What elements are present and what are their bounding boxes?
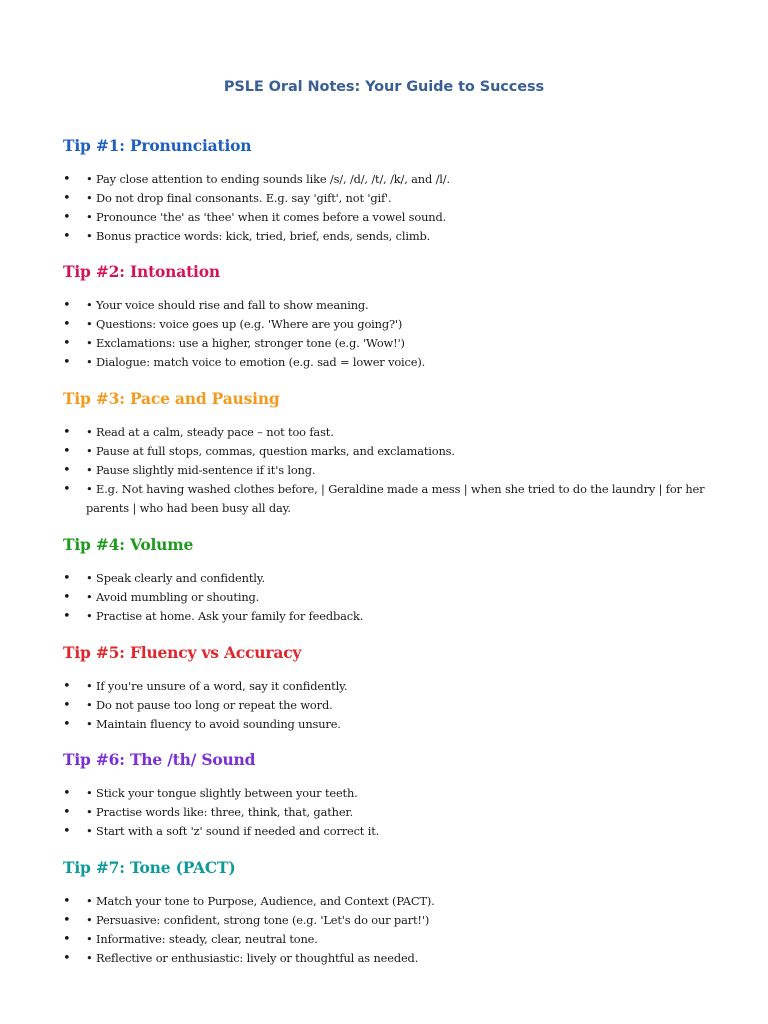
document-title: PSLE Oral Notes: Your Guide to Success — [223, 79, 545, 95]
tip-list — [63, 784, 713, 841]
list-item-text: • Pronounce 'the' as 'thee' when it comes before a vowel sound. — [86, 210, 447, 224]
list-item-text: • Match your tone to Purpose, Audience, and Context (PACT). — [86, 894, 435, 908]
list-item — [63, 949, 713, 968]
bullet-icon: • — [63, 894, 71, 909]
list-item-text: • Do not pause too long or repeat the word. — [86, 698, 333, 712]
list-item — [63, 208, 713, 227]
tip-7-tone-pact — [63, 857, 713, 968]
list-item — [63, 930, 713, 949]
list-item-text: • Speak clearly and confidently. — [86, 571, 265, 585]
bullet-icon: • — [63, 717, 71, 732]
list-item — [63, 189, 713, 208]
list-item — [63, 353, 713, 372]
tip-heading: Tip #1: Pronunciation — [63, 136, 252, 155]
tip-list — [63, 170, 713, 246]
list-item-text: • E.g. Not having washed clothes before, | Geraldine made a mess | when she tried to do the laundry | for her parents | who had been busy all day. — [86, 482, 705, 515]
list-item-text: • Informative: steady, clear, neutral tone. — [86, 932, 318, 946]
list-item-text: • Reflective or enthusiastic: lively or thoughtful as needed. — [86, 951, 419, 965]
list-item — [63, 480, 713, 518]
bullet-icon: • — [63, 229, 71, 244]
list-item — [63, 607, 713, 626]
bullet-icon: • — [63, 679, 71, 694]
list-item — [63, 423, 713, 442]
bullet-icon: • — [63, 463, 71, 478]
bullet-icon: • — [63, 210, 71, 225]
list-item — [63, 822, 713, 841]
bullet-icon: • — [63, 913, 71, 928]
list-item-text: • Avoid mumbling or shouting. — [86, 590, 260, 604]
tip-heading: Tip #7: Tone (PACT) — [63, 858, 236, 877]
list-item-text: • Your voice should rise and fall to show meaning. — [86, 298, 369, 312]
bullet-icon: • — [63, 336, 71, 351]
bullet-icon: • — [63, 317, 71, 332]
list-item — [63, 892, 713, 911]
list-item — [63, 911, 713, 930]
list-item-text: • Maintain fluency to avoid sounding unsure. — [86, 717, 341, 731]
tip-heading: Tip #6: The /th/ Sound — [63, 750, 256, 769]
list-item — [63, 677, 713, 696]
tip-heading: Tip #5: Fluency vs Accuracy — [63, 643, 302, 662]
list-item-text: • Read at a calm, steady pace – not too fast. — [86, 425, 334, 439]
bullet-icon: • — [63, 698, 71, 713]
list-item — [63, 315, 713, 334]
bullet-icon: • — [63, 191, 71, 206]
bullet-icon: • — [63, 425, 71, 440]
tip-heading: Tip #2: Intonation — [63, 262, 220, 281]
list-item — [63, 569, 713, 588]
list-item — [63, 803, 713, 822]
bullet-icon: • — [63, 824, 71, 839]
list-item-text: • Persuasive: confident, strong tone (e.g. 'Let's do our part!') — [86, 913, 430, 927]
list-item — [63, 784, 713, 803]
bullet-icon: • — [63, 571, 71, 586]
list-item-text: • Questions: voice goes up (e.g. 'Where are you going?') — [86, 317, 403, 331]
list-item — [63, 334, 713, 353]
list-item — [63, 588, 713, 607]
tip-1-pronunciation — [63, 135, 713, 246]
tip-heading: Tip #4: Volume — [63, 535, 194, 554]
bullet-icon: • — [63, 609, 71, 624]
list-item — [63, 461, 713, 480]
list-item-text: • Stick your tongue slightly between your teeth. — [86, 786, 358, 800]
list-item — [63, 227, 713, 246]
tip-list — [63, 677, 713, 734]
list-item-text: • Practise words like: three, think, that, gather. — [86, 805, 353, 819]
tip-4-volume — [63, 534, 713, 626]
list-item-text: • Exclamations: use a higher, stronger tone (e.g. 'Wow!') — [86, 336, 405, 350]
tip-3-pace-and-pausing — [63, 388, 713, 518]
bullet-icon: • — [63, 172, 71, 187]
list-item — [63, 442, 713, 461]
bullet-icon: • — [63, 355, 71, 370]
list-item-text: • Practise at home. Ask your family for feedback. — [86, 609, 364, 623]
list-item — [63, 296, 713, 315]
list-item-text: • Do not drop final consonants. E.g. say 'gift', not 'gif'. — [86, 191, 392, 205]
bullet-icon: • — [63, 786, 71, 801]
bullet-icon: • — [63, 805, 71, 820]
list-item-text: • Bonus practice words: kick, tried, brief, ends, sends, climb. — [86, 229, 431, 243]
tip-list — [63, 569, 713, 626]
list-item-text: • Dialogue: match voice to emotion (e.g. sad = lower voice). — [86, 355, 426, 369]
list-item — [63, 170, 713, 189]
bullet-icon: • — [63, 444, 71, 459]
tip-2-intonation — [63, 261, 713, 372]
tip-6-th-sound — [63, 749, 713, 841]
tip-list — [63, 296, 713, 372]
bullet-icon: • — [63, 298, 71, 313]
tip-list — [63, 423, 713, 518]
tip-5-fluency-vs-accuracy — [63, 642, 713, 734]
tip-list — [63, 892, 713, 968]
bullet-icon: • — [63, 932, 71, 947]
list-item-text: • If you're unsure of a word, say it confidently. — [86, 679, 348, 693]
list-item — [63, 715, 713, 734]
bullet-icon: • — [63, 482, 71, 497]
list-item-text: • Pay close attention to ending sounds like /s/, /d/, /t/, /k/, and /l/. — [86, 172, 450, 186]
list-item-text: • Start with a soft 'z' sound if needed and correct it. — [86, 824, 380, 838]
bullet-icon: • — [63, 590, 71, 605]
bullet-icon: • — [63, 951, 71, 966]
list-item-text: • Pause at full stops, commas, question marks, and exclamations. — [86, 444, 455, 458]
tip-heading: Tip #3: Pace and Pausing — [63, 389, 280, 408]
list-item-text: • Pause slightly mid-sentence if it's long. — [86, 463, 316, 477]
list-item — [63, 696, 713, 715]
